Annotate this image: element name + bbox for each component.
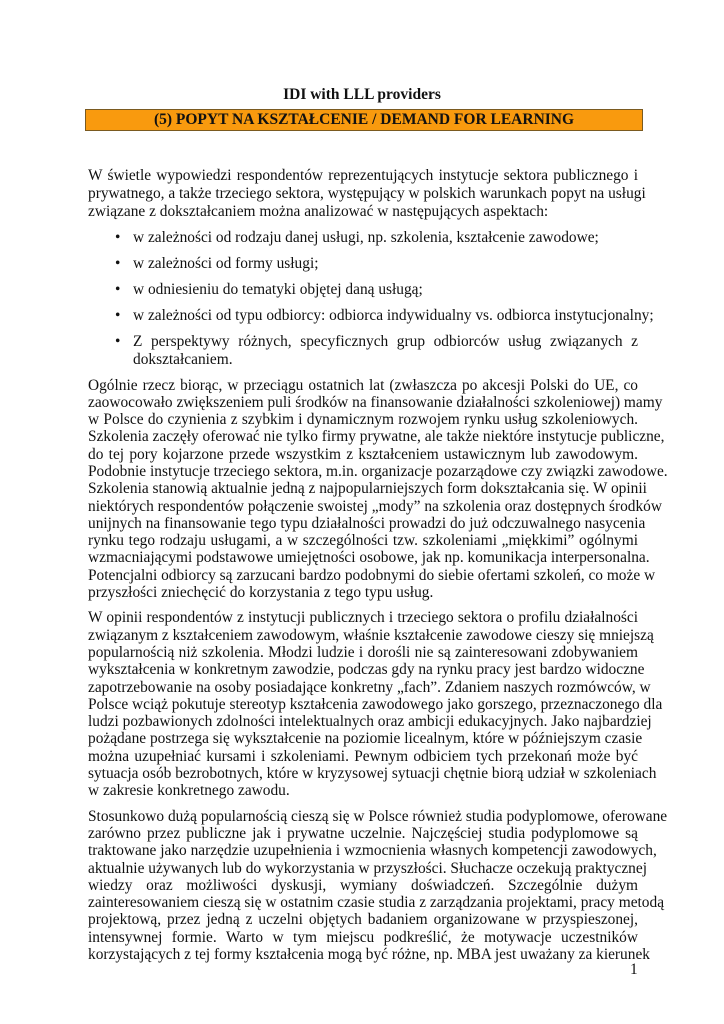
list-item [88,229,638,247]
text-line: ludzi pozbawionych zdolności intelektualnych oraz ambicji edukacyjnych. Jako najbardziej [88,713,652,731]
text-line: popularnością niż szkolenia. Młodzi ludzie i dorośli nie są zainteresowani zdobywaniem [88,643,638,661]
text-line: aktualnie używanych lub do wykorzystania w przyszłości. Słuchacze oczekują praktycznej [88,859,647,877]
text-line: W świetle wypowiedzi respondentów reprezentujących instytucje sektora publicznego i [88,167,638,184]
text-line: w odniesieniu do tematyki objętej daną usługą; [133,281,423,298]
text-line: zainteresowaniem cieszą się w ostatnim czasie studia z zarządzania projektami, pracy metodą [88,894,665,912]
text-line: związane z dokształcaniem można analizować w następujących aspektach: [88,203,549,220]
text-line: unijnych na finansowanie tego typu działalności prowadzi do już odczuwalnego nasycenia [88,514,646,532]
text-line: Ogólnie rzecz biorąc, w przeciągu ostatnich lat (zwłaszcza po akcesji Polski do UE, co [88,376,638,394]
text-line: Podobnie instytucje trzeciego sektora, m.in. organizacje pozarządowe czy związki zawodowe. [88,462,668,480]
text-line: Potencjalni odbiorcy są zarzucani bardzo podobnymi do siebie ofertami szkoleń, co może w [88,566,656,584]
text-line: rynku tego rodzaju usługami, a w szczególności tzw. szkoleniami „miękkimi” ogólnymi [88,532,638,550]
list-item [88,333,638,368]
text-line: dokształcaniem. [133,350,233,368]
text-line: zarówno przez publiczne jak i prywatne uczelnie. Najczęściej studia podyplomowe są [88,824,638,842]
bullet-icon: • [115,333,121,350]
paragraph [88,807,668,964]
bullet-icon: • [115,281,121,298]
bullet-list [88,229,654,368]
text-line: traktowane jako narzędzie uzupełnienia i wzmocnienia własnych kompetencji zawodowych, [88,842,657,860]
bullet-icon: • [115,229,121,246]
intro-paragraph [88,167,646,221]
document-body [88,167,668,971]
text-line: intensywnej formie. Warto w tym miejscu podkreślić, że motywacje uczestników [88,928,638,946]
text-line: prywatnego, a także trzeciego sektora, występujący w polskich warunkach popyt na usługi [88,185,646,202]
body-paragraphs [88,376,668,964]
text-line: związanym z kształceniem zawodowym, właśnie kształcenie zawodowe cieszy się mniejszą [88,626,654,644]
text-line: do tej pory kojarzone przede wszystkim z kształceniem ustawicznym lub zawodowym. [88,445,638,463]
text-line: można uzupełniać kursami i szkoleniami. Pewnym odbiciem tych przekonań może być [88,747,638,765]
text-line: zapotrzebowanie na osoby posiadające konkretny „fach”. Zdaniem naszych rozmówców, w [88,678,651,696]
text-line: zaowocowało zwiększeniem puli środków na finansowanie działalności szkoleniowej) mamy [88,393,663,411]
paragraph [88,609,663,800]
bullet-icon: • [115,307,121,324]
text-line: w zależności od typu odbiorcy: odbiorca indywidualny vs. odbiorca instytucjonalny; [133,307,654,324]
text-line: Polsce wciąż pokutuje stereotyp kształcenia zawodowego jako gorszego, przeznaczonego dla [88,695,663,713]
text-line: Stosunkowo dużą popularnością cieszą się w Polsce również studia podyplomowe, oferowane [88,807,668,825]
text-line: sytuacja osób bezrobotnych, które w kryzysowej sytuacji chętnie biorą udział w szkoleniach [88,765,657,783]
text-line: Szkolenia stanowią aktualnie jedną z najpopularniejszych form dokształcania się. W opinii [88,480,647,498]
text-line: Szkolenia zaczęły oferować nie tylko firmy prywatne, ale także niektóre instytucje publiczne, [88,428,665,446]
list-item [88,255,638,273]
text-line: wiedzy oraz możliwości dyskusji, wymiany doświadczeń. Szczególnie dużym [88,876,638,894]
text-line: w zakresie konkretnego zawodu. [88,782,290,800]
text-line: niektórych respondentów połączenie swoistej „mody” na szkolenia oraz dostępnych środków [88,497,662,515]
text-line: projektową, przez jedną z uczelni objętych badaniem organizowane w przyspieszonej, [88,911,638,929]
page-number: 1 [630,961,638,978]
list-item [88,307,654,325]
text-line: wzmacniającymi podstawowe umiejętności osobowe, jak np. komunikacja interpersonalna. [88,549,650,567]
text-line: przyszłości zniechęcić do korzystania z tego typu usług. [88,584,434,602]
paragraph [88,376,668,602]
text-line: wykształcenia w konkretnym zawodzie, podczas gdy na rynku pracy jest bardzo widoczne [88,661,645,679]
document-header-title: IDI with LLL providers [283,86,441,103]
text-line: w zależności od formy usługi; [133,255,319,272]
text-line: pożądane postrzega się wykształcenie na poziomie licealnym, które w późniejszym czasie [88,730,643,748]
bullet-icon: • [115,255,121,272]
text-line: w zależności od rodzaju danej usługi, np. szkolenia, kształcenie zawodowe; [133,229,599,246]
list-item [88,281,638,299]
text-line: korzystających z tej formy kształcenia mogą być różne, np. MBA jest uważany za kierunek [88,946,650,963]
text-line: w Polsce do czynienia z szybkim i dynamicznym rozwojem rynku usług szkoleniowych. [88,411,638,429]
text-line: W opinii respondentów z instytucji publicznych i trzeciego sektora o profilu działalności [88,609,638,627]
text-line: Z perspektywy różnych, specyficznych grup odbiorców usług związanych z [133,333,638,350]
section-banner: (5) POPYT NA KSZTAŁCENIE / DEMAND FOR LEARNING [85,109,643,131]
